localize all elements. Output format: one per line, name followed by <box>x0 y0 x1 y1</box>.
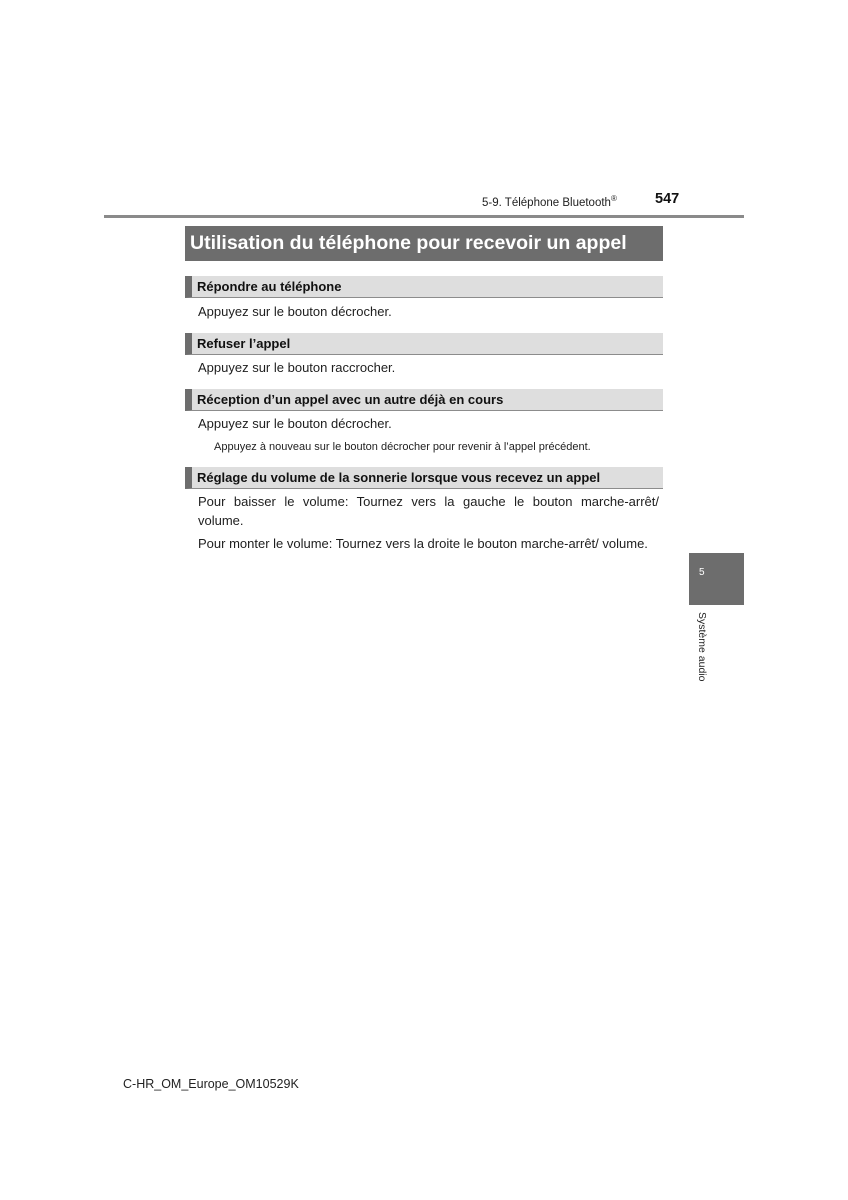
header-section-text: 5-9. Téléphone Bluetooth <box>482 197 611 209</box>
page-number: 547 <box>655 191 680 207</box>
header-section-title <box>482 194 617 209</box>
header-divider <box>104 215 744 218</box>
page-title: Utilisation du téléphone pour recevoir un appel <box>185 226 663 261</box>
section-text-call-waiting: Appuyez sur le bouton décrocher. <box>198 416 392 431</box>
section-heading-reject: Refuser l’appel <box>185 333 663 355</box>
footer-document-code: C-HR_OM_Europe_OM10529K <box>123 1077 299 1091</box>
section-text-answer: Appuyez sur le bouton décrocher. <box>198 304 392 319</box>
section-heading-ringtone-volume: Réglage du volume de la sonnerie lorsque vous recevez un appel <box>185 467 663 489</box>
section-paragraph-volume-down: Pour baisser le volume: Tournez vers la gauche le bouton marche-arrêt/ volume. <box>198 494 659 528</box>
section-note-call-waiting: Appuyez à nouveau sur le bouton décrocher pour revenir à l’appel précédent. <box>214 441 591 453</box>
section-paragraph-volume-up: Pour monter le volume: Tournez vers la droite le bouton marche-arrêt/ volume. <box>198 536 648 551</box>
section-text-reject: Appuyez sur le bouton raccrocher. <box>198 360 396 375</box>
registered-mark: ® <box>610 194 617 203</box>
section-heading-answer: Répondre au téléphone <box>185 276 663 298</box>
chapter-label: Système audio <box>696 612 708 682</box>
chapter-tab <box>689 553 744 605</box>
chapter-number: 5 <box>699 567 705 578</box>
section-heading-call-waiting: Réception d’un appel avec un autre déjà en cours <box>185 389 663 411</box>
